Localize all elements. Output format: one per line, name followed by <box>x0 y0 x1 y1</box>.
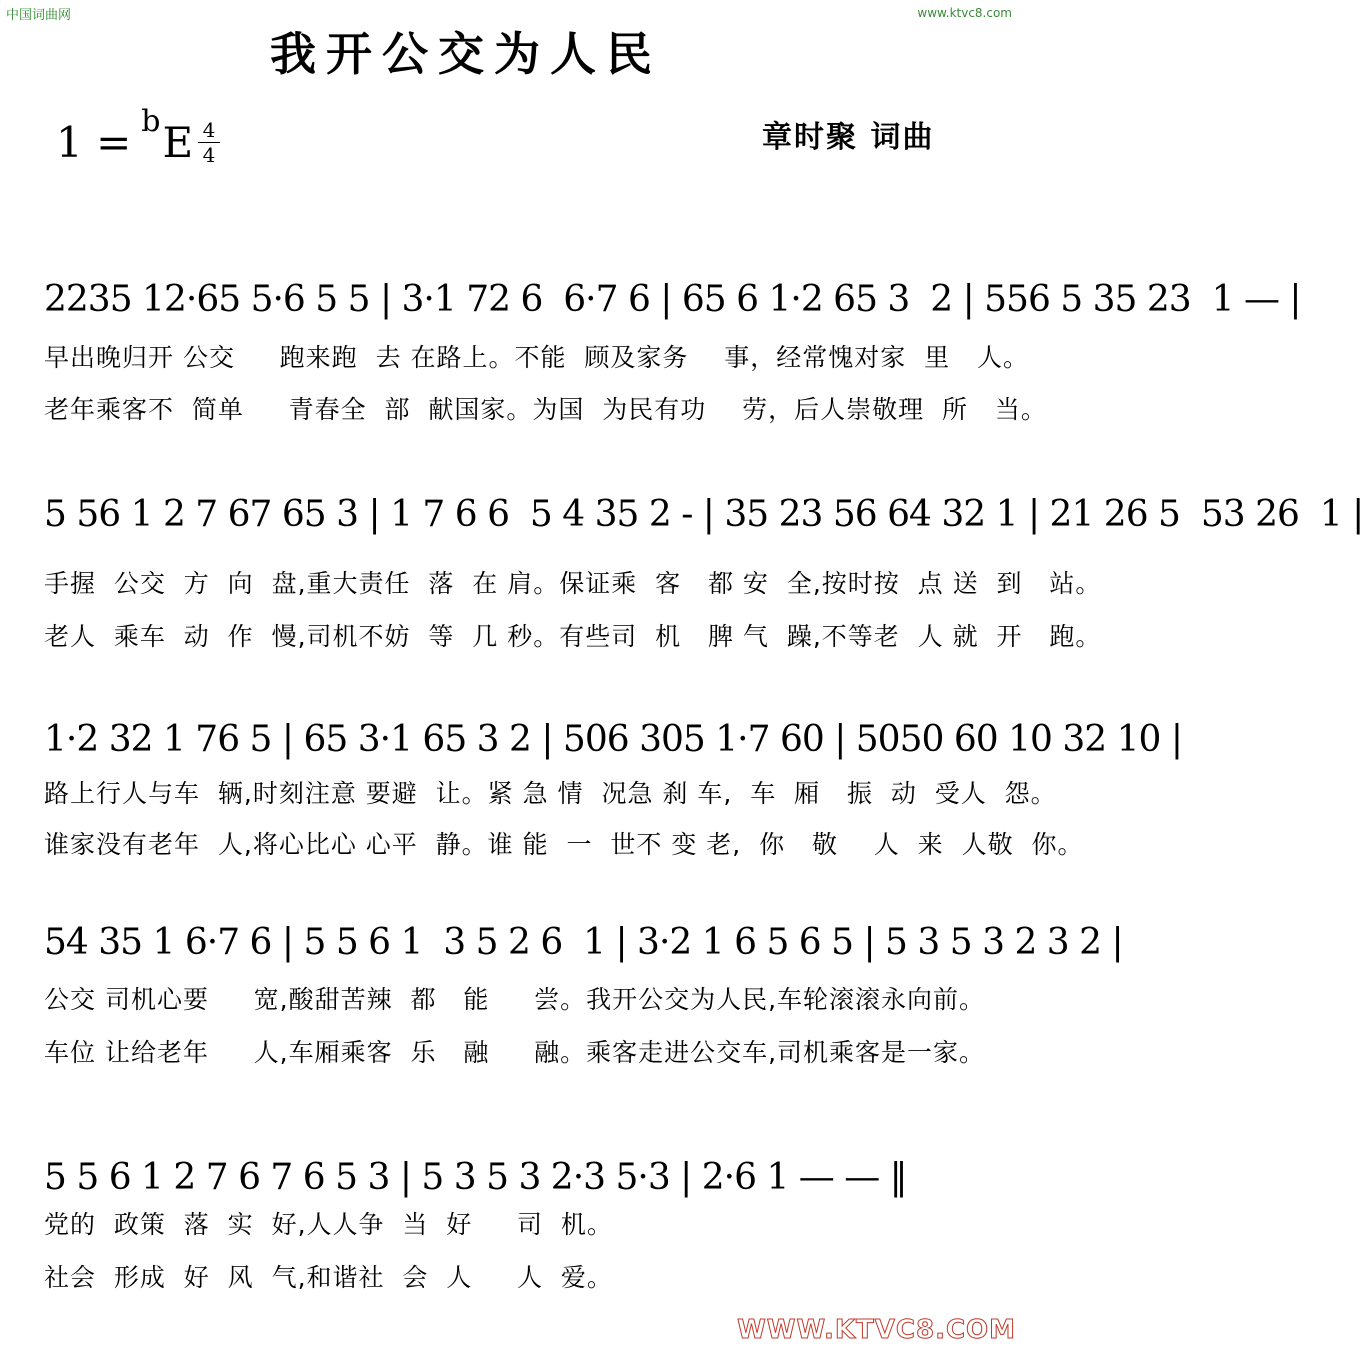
time-line: 4 <box>198 142 220 167</box>
watermark-logo: WWW.KTVC8.COM <box>737 1315 1016 1345</box>
notation-row-5: 5 5 6 1 2 7 6 7 6 5 3 | 5 3 5 3 2·3 5·3 | 2·6 1 — — ‖ <box>44 1157 907 1198</box>
author-credit: 章时聚 词曲 <box>762 120 935 155</box>
time-signature <box>198 118 220 167</box>
notation-row-2: 5 56 1 2 7 67 65 3 | 1 7 6 6 5 4 35 2 - | 35 23 56 64 32 1 | 21 26 5 53 26 1 | <box>44 494 1363 535</box>
lyric-row-2-verse-1: 手握 公交 方 向 盘,重大责任 落 在 肩。保证乘 客 都 安 全,按时按 点 送 到 站。 <box>44 569 1102 598</box>
lyric-row-3-verse-1: 路上行人与车 辆,时刻注意 要避 让。紧 急 情 况急 刹 车, 车 厢 振 动 受人 怨。 <box>44 779 1057 808</box>
lyric-row-1-verse-1: 早出晚归开 公交 跑来跑 去 在路上。不能 顾及家务 事，经常愧对家 里 人。 <box>44 343 1029 372</box>
lyric-row-1-verse-2: 老年乘客不 简单 青春全 部 献国家。为国 为民有功 劳，后人崇敬理 所 当。 <box>44 395 1047 424</box>
key-note: E <box>162 118 194 167</box>
notation-row-4: 54 35 1 6·7 6 | 5 5 6 1 3 5 2 6 1 | 3·2 1 6 5 6 5 | 5 3 5 3 2 3 2 | <box>44 922 1123 963</box>
lyric-row-5-verse-2: 社会 形成 好 风 气,和谐社 会 人 人 爱。 <box>44 1263 613 1292</box>
notation-row-3: 1·2 32 1 76 5 | 65 3·1 65 3 2 | 506 305 1·7 60 | 5050 60 10 32 10 | <box>44 719 1182 760</box>
lyric-row-5-verse-1: 党的 政策 落 实 好,人人争 当 好 司 机。 <box>44 1210 613 1239</box>
site-name-left: 中国词曲网 <box>6 8 72 23</box>
lyric-row-4-verse-1: 公交 司机心要 宽,酸甜苦辣 都 能 尝。我开公交为人民,车轮滚滚永向前。 <box>44 985 986 1014</box>
key-prefix: 1 = <box>56 118 132 167</box>
time-top: 4 <box>202 118 216 142</box>
lyric-row-2-verse-2: 老人 乘车 动 作 慢,司机不妨 等 几 秒。有些司 机 脾 气 躁,不等老 人 就 开 跑。 <box>44 622 1102 651</box>
key-flat: b <box>141 104 161 139</box>
key-signature <box>56 104 194 167</box>
song-title: 我开公交为人民 <box>270 27 662 81</box>
site-url-right: www.ktvc8.com <box>917 6 1012 20</box>
lyric-row-4-verse-2: 车位 让给老年 人,车厢乘客 乐 融 融。乘客走进公交车,司机乘客是一家。 <box>44 1038 986 1067</box>
notation-row-1: 2235 12·65 5·6 5 5 | 3·1 72 6 6·7 6 | 65 6 1·2 65 3 2 | 556 5 35 23 1 — | <box>44 279 1301 320</box>
lyric-row-3-verse-2: 谁家没有老年 人,将心比心 心平 静。谁 能 一 世不 变 老, 你 敬 人 来 人敬 你。 <box>44 830 1084 859</box>
